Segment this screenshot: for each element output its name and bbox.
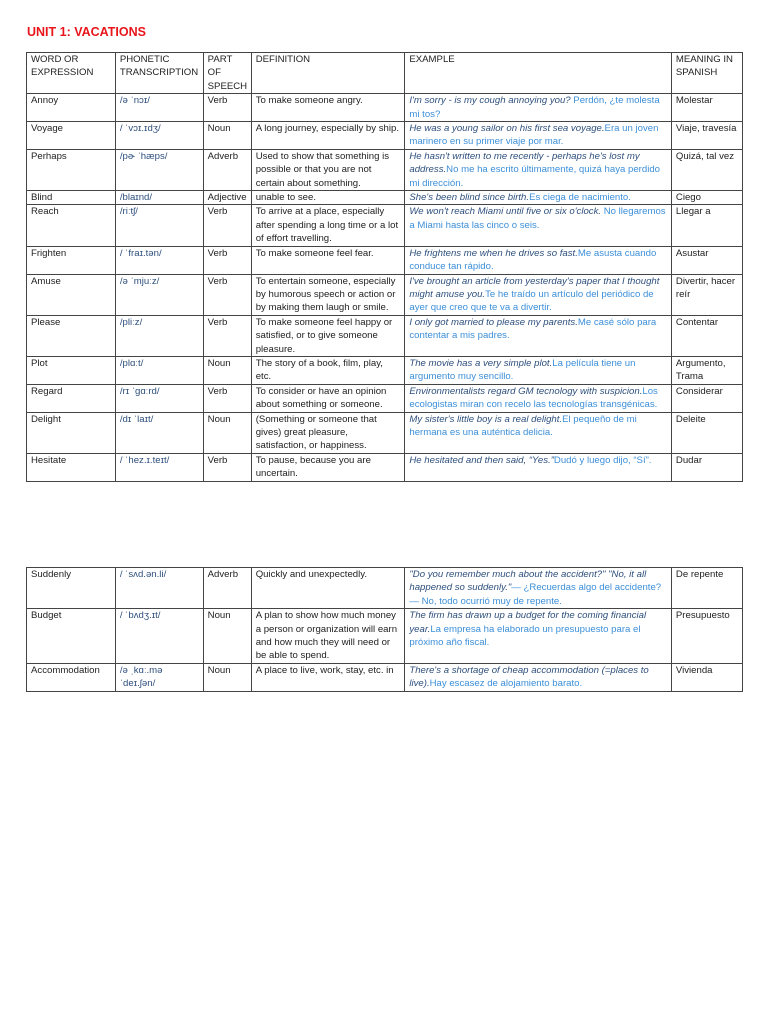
vocabulary-table (26, 52, 743, 482)
word-cell: Regard (27, 384, 116, 412)
word-cell: Suddenly (27, 568, 116, 609)
table-row (27, 149, 743, 190)
table-row (27, 568, 743, 609)
example-cell (405, 315, 672, 356)
phonetic-cell: / ˈvɔɪ.ɪdʒ/ (115, 122, 203, 150)
word-cell: Blind (27, 191, 116, 205)
definition-cell: The story of a book, film, play, etc. (251, 356, 405, 384)
phonetic-cell: /pliːz/ (115, 315, 203, 356)
meaning-cell: Quizá, tal vez (671, 149, 742, 190)
meaning-cell: Asustar (671, 246, 742, 274)
meaning-cell: Presupuesto (671, 609, 742, 664)
part-of-speech-cell: Verb (203, 94, 251, 122)
meaning-cell: Viaje, travesía (671, 122, 742, 150)
example-english: He frightens me when he drives so fast. (409, 247, 578, 259)
phonetic-cell: /ə ˈnɔɪ/ (115, 94, 203, 122)
meaning-cell: Molestar (671, 94, 742, 122)
example-spanish: Dudó y luego dijo, “Sí”. (553, 454, 652, 466)
example-english: Environmentalists regard GM tecnology with suspicion. (409, 385, 643, 397)
header-example: EXAMPLE (405, 53, 672, 94)
table-row (27, 609, 743, 664)
part-of-speech-cell: Noun (203, 663, 251, 691)
definition-cell: To pause, because you are uncertain. (251, 453, 405, 481)
part-of-speech-cell: Noun (203, 609, 251, 664)
part-of-speech-cell: Adverb (203, 149, 251, 190)
part-of-speech-cell: Noun (203, 122, 251, 150)
example-english: "Do you remember much about the accident?" "No, it all happened so suddenly." (409, 569, 647, 594)
definition-cell: To consider or have an opinion about something or someone. (251, 384, 405, 412)
meaning-cell: Divertir, hacer reír (671, 274, 742, 315)
phonetic-cell: / ˈbʌdʒ.ɪt/ (115, 609, 203, 664)
part-of-speech-cell: Verb (203, 453, 251, 481)
example-spanish: Me casé sólo para contentar a mis padres. (409, 316, 657, 342)
example-spanish: No me ha escrito últimamente, quizá haya perdido mi dirección. (409, 164, 660, 189)
meaning-cell: Contentar (671, 315, 742, 356)
phonetic-cell: /blaɪnd/ (115, 191, 203, 205)
example-spanish: Es ciega de nacimiento. (529, 192, 631, 204)
example-english: He hesitated and then said, “Yes.” (409, 454, 554, 466)
definition-cell: A long journey, especially by ship. (251, 122, 405, 150)
definition-cell: Quickly and unexpectedly. (251, 568, 405, 609)
phonetic-cell: / ˈfraɪ.tən/ (115, 246, 203, 274)
example-spanish: Los ecologistas miran con recelo las tecnologías transgénicas. (409, 385, 658, 411)
example-cell (405, 205, 672, 246)
phonetic-cell: /rɪ ˈɡɑːrd/ (115, 384, 203, 412)
word-cell: Amuse (27, 274, 116, 315)
word-cell: Perhaps (27, 149, 116, 190)
word-cell: Plot (27, 356, 116, 384)
example-spanish: — ¿Recuerdas algo del accidente? — No, todo ocurrió muy de repente. (409, 582, 662, 607)
definition-cell: To make someone feel happy or satisfied, or to give someone pleasure. (251, 315, 405, 356)
example-spanish: Te he traído un artículo del periódico de ayer que creo que te va a divertir. (409, 288, 654, 314)
table-row (27, 205, 743, 246)
word-cell: Delight (27, 412, 116, 453)
word-cell: Please (27, 315, 116, 356)
word-cell: Reach (27, 205, 116, 246)
example-english: The movie has a very simple plot. (409, 357, 553, 369)
table-row (27, 274, 743, 315)
table-row (27, 246, 743, 274)
example-cell (405, 609, 672, 664)
part-of-speech-cell: Noun (203, 356, 251, 384)
example-cell (405, 412, 672, 453)
phonetic-cell: / ˈsʌd.ən.li/ (115, 568, 203, 609)
phonetic-cell: /riːtʃ/ (115, 205, 203, 246)
part-of-speech-cell: Verb (203, 274, 251, 315)
table-header-row (27, 53, 743, 94)
definition-cell: Used to show that something is possible or that you are not certain about something. (251, 149, 405, 190)
meaning-cell: Deleite (671, 412, 742, 453)
example-cell (405, 274, 672, 315)
example-spanish: El pequeño de mi hermana es una auténtica delicia. (409, 413, 637, 438)
meaning-cell: Considerar (671, 384, 742, 412)
table-row (27, 412, 743, 453)
meaning-cell: Dudar (671, 453, 742, 481)
table-row (27, 356, 743, 384)
definition-cell: To arrive at a place, especially after spending a long time or a lot of effort travelling. (251, 205, 405, 246)
example-english: There's a shortage of cheap accommodation (=places to live). (409, 664, 649, 690)
example-english: He was a young sailor on his first sea voyage. (409, 123, 605, 135)
word-cell: Annoy (27, 94, 116, 122)
example-spanish: La película tiene un argumento muy sencillo. (409, 357, 636, 383)
definition-cell: A plan to show how much money a person or organization will earn and how much they will need or be able to spend. (251, 609, 405, 664)
word-cell: Frighten (27, 246, 116, 274)
definition-cell: To make someone feel fear. (251, 246, 405, 274)
meaning-cell: Llegar a (671, 205, 742, 246)
definition-cell: A place to live, work, stay, etc. in (251, 663, 405, 691)
part-of-speech-cell: Verb (203, 205, 251, 246)
meaning-cell: De repente (671, 568, 742, 609)
word-cell: Voyage (27, 122, 116, 150)
example-spanish: Hay escasez de alojamiento barato. (429, 678, 583, 690)
example-english: My sister's little boy is a real delight. (409, 413, 563, 425)
table-row (27, 94, 743, 122)
example-spanish: La empresa ha elaborado un presupuesto para el próximo año fiscal. (409, 623, 641, 649)
example-cell (405, 568, 672, 609)
header-definition: DEFINITION (251, 53, 405, 94)
word-cell: Accommodation (27, 663, 116, 691)
example-spanish: Era un joven marinero en su primer viaje por mar. (409, 123, 659, 148)
phonetic-cell: /pɚ ˈhæps/ (115, 149, 203, 190)
example-cell (405, 191, 672, 205)
part-of-speech-cell: Noun (203, 412, 251, 453)
example-spanish: No llegaremos a Miami hasta las cinco o seis. (409, 206, 666, 231)
table-row (27, 315, 743, 356)
example-english: We won't reach Miami until five or six o'clock. (409, 206, 602, 218)
example-cell (405, 122, 672, 150)
phonetic-cell: /ə ˌkɑː.mə ˈdeɪ.ʃən/ (115, 663, 203, 691)
header-meaning: MEANING IN SPANISH (671, 53, 742, 94)
definition-cell: To make someone angry. (251, 94, 405, 122)
example-english: I only got married to please my parents. (409, 316, 578, 328)
example-english: She's been blind since birth. (409, 192, 530, 204)
phonetic-cell: /ə ˈmjuːz/ (115, 274, 203, 315)
example-english: I've brought an article from yesterday's paper that I thought might amuse you. (409, 275, 660, 300)
unit-title: UNIT 1: VACATIONS (27, 25, 146, 39)
phonetic-cell: /plɑːt/ (115, 356, 203, 384)
example-cell (405, 663, 672, 691)
part-of-speech-cell: Verb (203, 315, 251, 356)
example-english: The firm has drawn up a budget for the coming financial year. (409, 610, 647, 635)
meaning-cell: Argumento, Trama (671, 356, 742, 384)
header-part-of-speech: PART OF SPEECH (203, 53, 251, 94)
example-cell (405, 246, 672, 274)
table-row (27, 122, 743, 150)
example-cell (405, 356, 672, 384)
example-english: He hasn't written to me recently - perhaps he's lost my address. (409, 150, 640, 176)
phonetic-cell: /dɪ ˈlaɪt/ (115, 412, 203, 453)
definition-cell: (Something or someone that gives) great pleasure, satisfaction, or happiness. (251, 412, 405, 453)
example-spanish: Me asusta cuando conduce tan rápido. (409, 247, 657, 273)
example-cell (405, 384, 672, 412)
meaning-cell: Ciego (671, 191, 742, 205)
example-english: I'm sorry - is my cough annoying you? (409, 95, 571, 107)
example-cell (405, 453, 672, 481)
header-word: WORD OR EXPRESSION (27, 53, 116, 94)
part-of-speech-cell: Verb (203, 384, 251, 412)
example-cell (405, 149, 672, 190)
part-of-speech-cell: Adverb (203, 568, 251, 609)
table-row (27, 453, 743, 481)
part-of-speech-cell: Verb (203, 246, 251, 274)
word-cell: Budget (27, 609, 116, 664)
table-row (27, 384, 743, 412)
table-row (27, 191, 743, 205)
header-phonetic: PHONETIC TRANSCRIPTION (115, 53, 203, 94)
example-spanish: Perdón, ¿te molesta mi tos? (409, 95, 660, 120)
part-of-speech-cell: Adjective (203, 191, 251, 205)
word-cell: Hesitate (27, 453, 116, 481)
phonetic-cell: / ˈhez.ɪ.teɪt/ (115, 453, 203, 481)
definition-cell: To entertain someone, especially by humorous speech or action or by making them laugh or smile. (251, 274, 405, 315)
meaning-cell: Vivienda (671, 663, 742, 691)
example-cell (405, 94, 672, 122)
vocabulary-table-continued (26, 567, 743, 692)
definition-cell: unable to see. (251, 191, 405, 205)
table-row (27, 663, 743, 691)
